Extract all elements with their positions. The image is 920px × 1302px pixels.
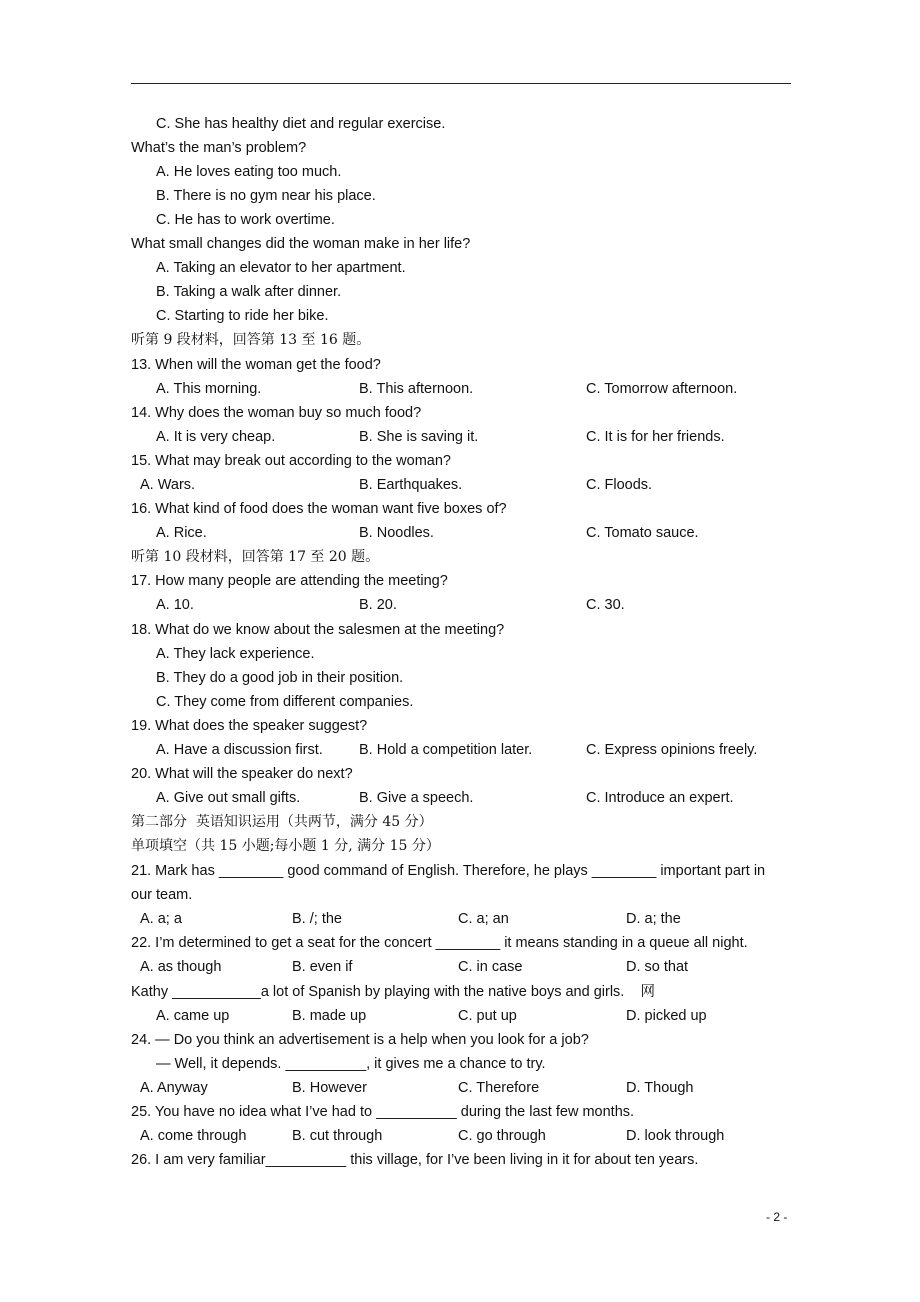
option-b: B. 20.: [359, 597, 397, 613]
option-b: B. Give a speech.: [359, 790, 474, 806]
question-line: 20. What will the speaker do next?: [131, 766, 353, 782]
option-c: C. Tomato sauce.: [586, 525, 699, 541]
option-a: A. as though: [140, 959, 222, 975]
option-a: A. come through: [140, 1128, 247, 1144]
option-a: A. It is very cheap.: [156, 429, 276, 445]
question-line: 15. What may break out according to the woman?: [131, 453, 451, 469]
dialogue-line: — Well, it depends. __________, it gives me a chance to try.: [156, 1056, 546, 1072]
question-line: 13. When will the woman get the food?: [131, 357, 381, 373]
option-d: D. Though: [626, 1080, 694, 1096]
option-c: C. Introduce an expert.: [586, 790, 734, 806]
option-line: C. She has healthy diet and regular exercise.: [156, 116, 446, 132]
option-d: D. look through: [626, 1128, 725, 1144]
option-b: B. cut through: [292, 1128, 383, 1144]
option-a: A. 10.: [156, 597, 194, 613]
option-b: B. Noodles.: [359, 525, 434, 541]
question-line: 16. What kind of food does the woman want five boxes of?: [131, 501, 507, 517]
option-c: C. in case: [458, 959, 523, 975]
option-a: A. Have a discussion first.: [156, 742, 323, 758]
part-heading: 第二部分 英语知识运用（共两节，满分 45 分）: [131, 814, 433, 830]
option-c: C. Express opinions freely.: [586, 742, 758, 758]
option-a: A. Anyway: [140, 1080, 208, 1096]
option-line: C. They come from different companies.: [156, 694, 414, 710]
question-line: 14. Why does the woman buy so much food?: [131, 405, 422, 421]
section-heading: 单项填空（共 15 小题;每小题 1 分, 满分 15 分）: [131, 838, 440, 854]
question-line: 25. You have no idea what I’ve had to __________ during the last few months.: [131, 1104, 635, 1120]
option-c: C. Therefore: [458, 1080, 540, 1096]
option-c: C. 30.: [586, 597, 625, 613]
question-line: 17. How many people are attending the meeting?: [131, 573, 448, 589]
section-instruction: 听第 10 段材料，回答第 17 至 20 题。: [131, 549, 380, 565]
option-line: A. Taking an elevator to her apartment.: [156, 260, 406, 276]
question-line: Kathy ___________a lot of Spanish by playing with the native boys and girls. 网: [131, 984, 655, 1000]
question-line: What small changes did the woman make in her life?: [131, 236, 471, 252]
option-c: C. a; an: [458, 911, 509, 927]
question-line: 24. — Do you think an advertisement is a help when you look for a job?: [131, 1032, 589, 1048]
option-a: A. Rice.: [156, 525, 207, 541]
option-c: C. Tomorrow afternoon.: [586, 381, 738, 397]
option-line: B. They do a good job in their position.: [156, 670, 404, 686]
option-line: B. Taking a walk after dinner.: [156, 284, 342, 300]
option-a: A. This morning.: [156, 381, 262, 397]
question-line: 18. What do we know about the salesmen at the meeting?: [131, 622, 505, 638]
option-a: A. came up: [156, 1008, 230, 1024]
option-b: B. even if: [292, 959, 353, 975]
question-line: 19. What does the speaker suggest?: [131, 718, 368, 734]
option-b: B. This afternoon.: [359, 381, 474, 397]
question-line: 21. Mark has ________ good command of English. Therefore, he plays ________ important part in: [131, 863, 766, 879]
option-d: D. a; the: [626, 911, 681, 927]
option-a: A. Wars.: [140, 477, 196, 493]
option-a: A. a; a: [140, 911, 182, 927]
option-c: C. Floods.: [586, 477, 653, 493]
option-b: B. Earthquakes.: [359, 477, 463, 493]
option-b: B. /; the: [292, 911, 342, 927]
option-b: B. She is saving it.: [359, 429, 479, 445]
option-c: C. It is for her friends.: [586, 429, 725, 445]
option-line: C. He has to work overtime.: [156, 212, 335, 228]
option-a: A. Give out small gifts.: [156, 790, 301, 806]
question-line: What’s the man’s problem?: [131, 140, 307, 156]
option-c: C. go through: [458, 1128, 546, 1144]
section-instruction: 听第 9 段材料，回答第 13 至 16 题。: [131, 332, 371, 348]
option-b: B. However: [292, 1080, 367, 1096]
question-line: 26. I am very familiar__________ this village, for I’ve been living in it for about ten years.: [131, 1152, 699, 1168]
option-c: C. put up: [458, 1008, 517, 1024]
option-b: B. made up: [292, 1008, 367, 1024]
option-line: A. He loves eating too much.: [156, 164, 342, 180]
question-line: 22. I’m determined to get a seat for the concert ________ it means standing in a queue all night.: [131, 935, 748, 951]
option-line: A. They lack experience.: [156, 646, 315, 662]
option-line: C. Starting to ride her bike.: [156, 308, 329, 324]
option-b: B. Hold a competition later.: [359, 742, 533, 758]
option-line: B. There is no gym near his place.: [156, 188, 376, 204]
page-number: - 2 -: [766, 1210, 788, 1224]
header-rule: [131, 83, 791, 84]
option-d: D. picked up: [626, 1008, 707, 1024]
question-line-continued: our team.: [131, 887, 193, 903]
option-d: D. so that: [626, 959, 689, 975]
